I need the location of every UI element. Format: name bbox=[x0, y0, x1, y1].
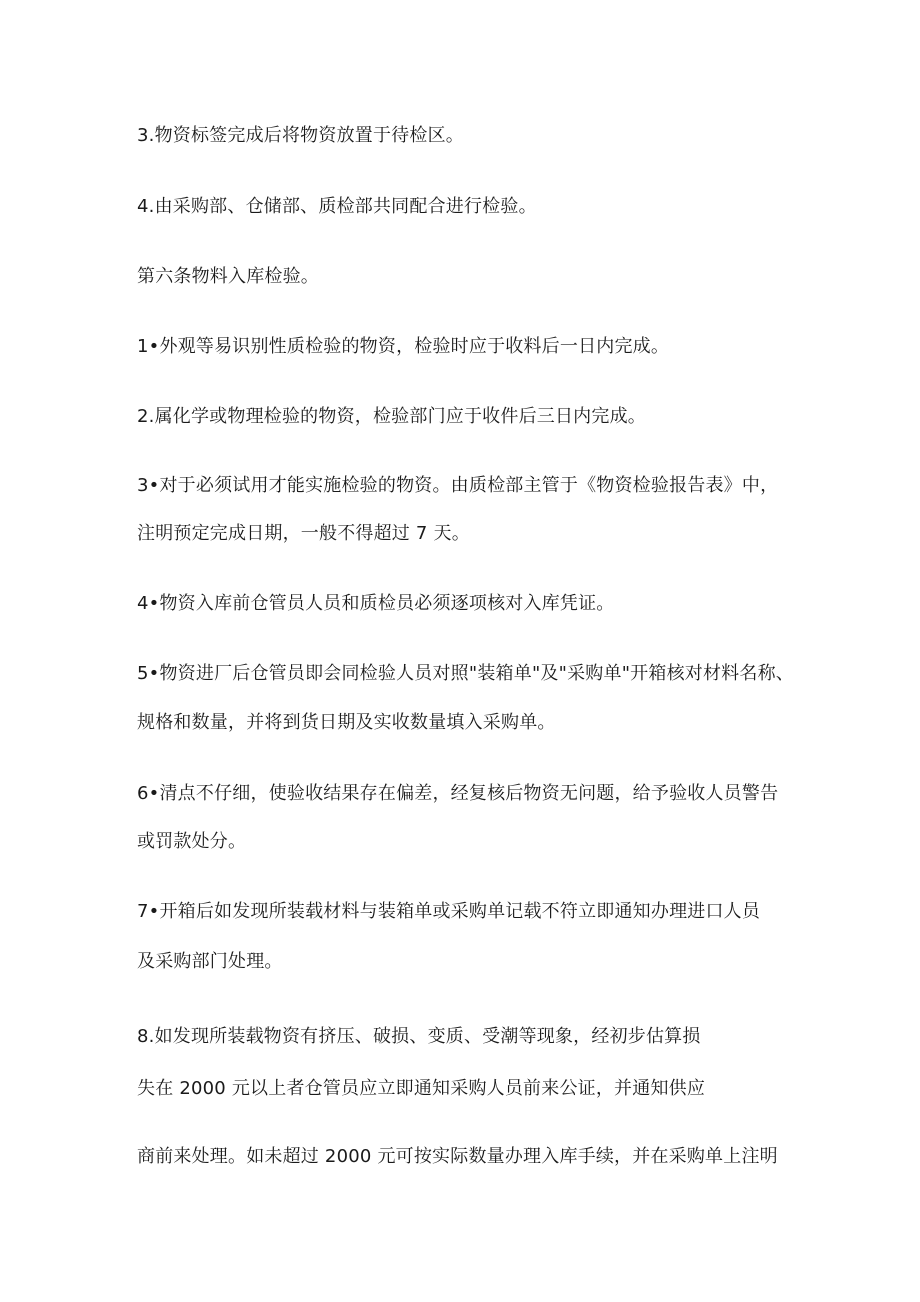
text-line: 或罚款处分。 bbox=[137, 831, 247, 852]
text-line: 2.属化学或物理检验的物资，检验部门应于收件后三日内完成。 bbox=[137, 406, 646, 427]
text-line: 规格和数量，并将到货日期及实收数量填入采购单。 bbox=[137, 712, 556, 733]
text-line: 4.由采购部、仓储部、质检部共同配合进行检验。 bbox=[137, 196, 537, 217]
text-line: 4•物资入库前仓管员人员和质检员必须逐项核对入库凭证。 bbox=[137, 593, 615, 614]
text-line: 1•外观等易识别性质检验的物资，检验时应于收料后一日内完成。 bbox=[137, 336, 670, 357]
section-heading: 第六条物料入库检验。 bbox=[137, 266, 319, 287]
text-line: 7•开箱后如发现所装载材料与装箱单或采购单记载不符立即通知办理进口人员 bbox=[137, 901, 761, 922]
text-line: 及采购部门处理。 bbox=[137, 951, 283, 972]
text-line: 失在 2000 元以上者仓管员应立即通知采购人员前来公证，并通知供应 bbox=[137, 1078, 706, 1099]
text-line: 5•物资进厂后仓管员即会同检验人员对照"装箱单"及"采购单"开箱核对材料名称、 bbox=[137, 663, 794, 684]
text-line: 注明预定完成日期，一般不得超过 7 天。 bbox=[137, 523, 470, 544]
text-line: 商前来处理。如未超过 2000 元可按实际数量办理入库手续，并在采购单上注明 bbox=[137, 1146, 778, 1167]
text-line: 8.如发现所装载物资有挤压、破损、变质、受潮等现象，经初步估算损 bbox=[137, 1026, 701, 1047]
text-line: 3•对于必须试用才能实施检验的物资。由质检部主管于《物资检验报告表》中， bbox=[137, 475, 779, 496]
text-line: 6•清点不仔细，使验收结果存在偏差，经复核后物资无问题，给予验收人员警告 bbox=[137, 783, 779, 804]
text-line: 3.物资标签完成后将物资放置于待检区。 bbox=[137, 125, 464, 146]
